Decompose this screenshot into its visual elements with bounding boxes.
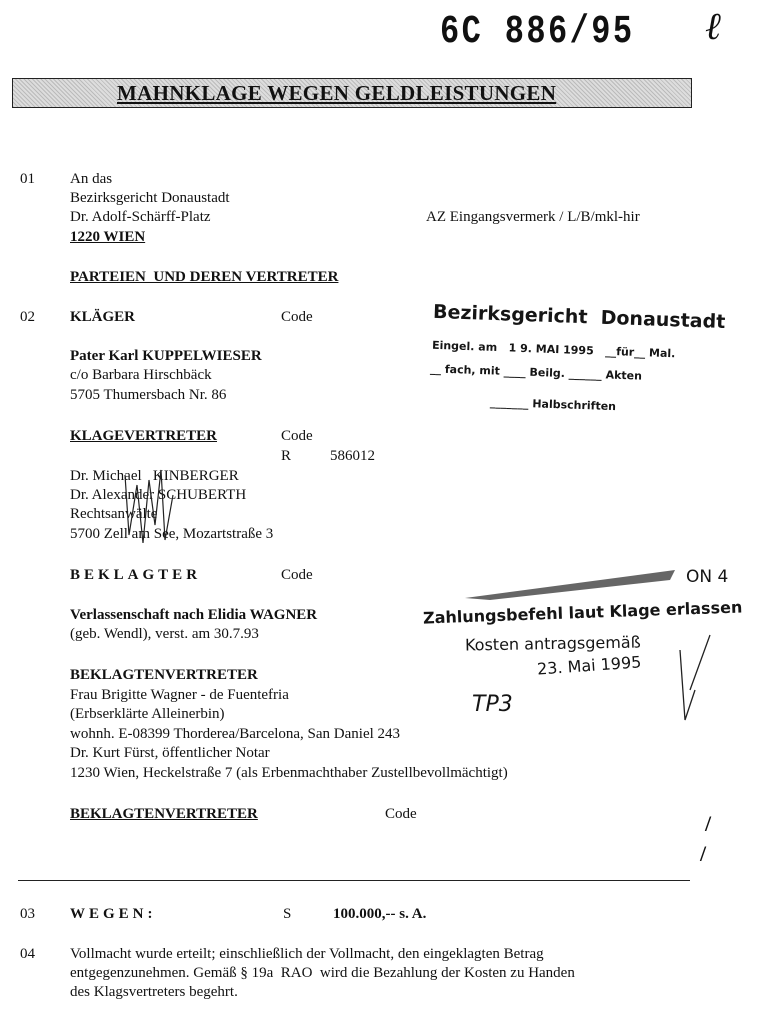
section-number-02: 02 [20, 309, 35, 325]
plaintiff-name: Pater Karl KUPPELWIESER [70, 348, 262, 364]
stamp-order-line: Kosten antragsgemäß [464, 632, 641, 655]
defendant-rep-label: BEKLAGTENVERTRETER [70, 667, 258, 683]
stamp-tp: TP3 [472, 692, 513, 717]
signature [115, 455, 185, 550]
stamp-court: Bezirksgericht Donaustadt [432, 300, 726, 334]
az-label: AZ Eingangsvermerk / L/B/mkl-hir [426, 209, 640, 225]
stamp-smear [460, 560, 690, 605]
paragraph-line: des Klagsvertreters begehrt. [70, 984, 238, 1000]
code-label: Code [281, 309, 313, 325]
defendant-rep-line: 1230 Wien, Heckelstraße 7 (als Erbenmachthaber Zustellbevollmächtigt) [70, 765, 508, 781]
defendant-detail: (geb. Wendl), verst. am 30.7.93 [70, 626, 259, 642]
stamp-order-date: 23. Mai 1995 [536, 652, 642, 679]
claim-amount: 100.000,-- s. A. [333, 906, 427, 922]
margin-mark: / [700, 841, 707, 866]
defendant-label: BEKLAGTER [70, 567, 202, 583]
plaintiff-rep-line: Dr. Michael KINBERGER [70, 468, 239, 484]
address-line: Dr. Adolf-Schärff-Platz [70, 209, 211, 225]
file-number-suffix: ℓ [705, 4, 721, 48]
stamp-received-date: Eingel. am 1 9. MAI 1995 __für__ Mal. [431, 338, 676, 361]
plaintiff-rep-line: 5700 Zell am See, Mozartstraße 3 [70, 526, 274, 542]
stamp-line: _______ Halbschriften [489, 395, 617, 414]
section-number-04: 04 [20, 946, 35, 962]
address-line: Bezirksgericht Donaustadt [70, 190, 230, 206]
file-number: 6C 886/95 [440, 10, 635, 55]
stamp-line: __ fach, mit ____ Beilg. ______ Akten [429, 362, 643, 383]
defendant-rep-line: Dr. Kurt Fürst, öffentlicher Notar [70, 745, 270, 761]
plaintiff-rep-label: KLAGEVERTRETER [70, 428, 218, 444]
handwritten-mark [670, 630, 720, 730]
stamp-order-line: Zahlungsbefehl laut Klage erlassen [422, 597, 743, 628]
document-title: MAHNKLAGE WEGEN GELDLEISTUNGEN [117, 81, 557, 105]
section-number-03: 03 [20, 906, 35, 922]
wegen-label: WEGEN: [70, 906, 157, 922]
code-label: Code [281, 428, 313, 444]
currency: S [283, 906, 292, 922]
code-label: Code [385, 806, 417, 822]
address-line: 1220 WIEN [70, 229, 146, 245]
defendant-rep-line: (Erbserklärte Alleinerbin) [70, 706, 225, 722]
plaintiff-address: 5705 Thumersbach Nr. 86 [70, 387, 227, 403]
defendant-rep-line: wohnh. E-08399 Thorderea/Barcelona, San Daniel 243 [70, 726, 401, 742]
paragraph-line: Vollmacht wurde erteilt; einschließlich der Vollmacht, den eingeklagten Betrag [70, 946, 544, 962]
code-label: Code [281, 567, 313, 583]
section-number-01: 01 [20, 171, 35, 187]
divider [18, 880, 690, 881]
rep-code-type: R [281, 448, 292, 464]
stamp-onr: ON 4 [686, 567, 729, 587]
title-banner [12, 78, 692, 108]
address-line: An das [70, 171, 113, 187]
defendant-name: Verlassenschaft nach Elidia WAGNER [70, 607, 318, 623]
margin-mark: / [705, 811, 712, 836]
plaintiff-rep-line: Rechtsanwälte [70, 506, 158, 522]
defendant-rep-line: Frau Brigitte Wagner - de Fuentefria [70, 687, 289, 703]
parties-heading: PARTEIEN UND DEREN VERTRETER [70, 269, 339, 285]
paragraph-line: entgegenzunehmen. Gemäß § 19a RAO wird die Bezahlung der Kosten zu Handen [70, 965, 575, 981]
plaintiff-rep-line: Dr. Alexander SCHUBERTH [70, 487, 247, 503]
defendant-rep2-label: BEKLAGTENVERTRETER [70, 806, 258, 822]
rep-code: 586012 [330, 448, 375, 464]
plaintiff-address: c/o Barbara Hirschbäck [70, 367, 212, 383]
plaintiff-label: KLÄGER [70, 309, 136, 325]
